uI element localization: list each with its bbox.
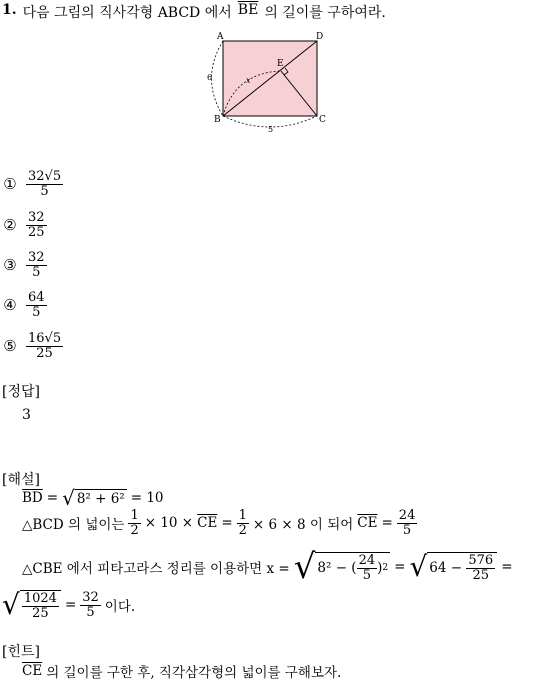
explanation-line-1 xyxy=(22,488,168,508)
label-c: C xyxy=(319,115,326,125)
question-line xyxy=(2,2,386,22)
hint-line xyxy=(22,661,345,681)
equals-sign: = xyxy=(394,559,406,575)
explanation-line-4 xyxy=(2,590,139,620)
question-text: 다음 그림의 직사각형 ABCD 에서 xyxy=(22,5,232,21)
hint-text: 의 길이를 구한 후, 직각삼각형의 넓이를 구해보자. xyxy=(46,665,342,681)
equals-sign: = xyxy=(221,515,233,532)
text-tail: 이다. xyxy=(104,599,136,616)
answer-label: [정답] xyxy=(2,384,40,400)
option-marker: ③ xyxy=(3,256,17,275)
option-4[interactable] xyxy=(2,291,47,319)
segment-ce-text: $\overline{CE}$ xyxy=(197,515,218,532)
segment-ce-hint: $\overline{CE}$ xyxy=(22,663,43,679)
label-six: 6 xyxy=(207,73,213,82)
text-product: × 6 × 8 이 되어 xyxy=(252,517,354,534)
label-b: B xyxy=(214,115,221,125)
explanation-line-3 xyxy=(22,547,517,587)
equals-sign: = xyxy=(501,559,513,575)
question-number: 1. xyxy=(2,2,17,18)
equals-sign: = xyxy=(64,597,77,614)
label-e: E xyxy=(277,59,284,69)
label-d: D xyxy=(316,32,324,42)
radical-sign: √ xyxy=(62,486,75,510)
bd-value: = 10 xyxy=(130,490,164,506)
radicand xyxy=(427,552,497,582)
fraction-result: $\frac{32}{5}$ xyxy=(82,590,99,620)
option-marker: ④ xyxy=(3,296,17,315)
segment-be: $\overline{BE}$ xyxy=(237,2,259,18)
radical-sign: √ xyxy=(2,588,20,622)
fraction-ce: $\frac{24}{5}$ xyxy=(398,508,416,538)
option-marker: ⑤ xyxy=(3,337,17,356)
text-area-bcd: △BCD 의 넓이는 xyxy=(22,517,125,534)
option-fraction: $\frac{32√5}{5}$ xyxy=(28,169,62,199)
text-pythagoras: △CBE 에서 피타고라스 정리를 이용하면 x = xyxy=(22,561,290,577)
sqrt-expression-4 xyxy=(2,590,61,620)
answer-value: 3 xyxy=(22,407,31,423)
option-3[interactable] xyxy=(2,251,47,279)
option-1[interactable] xyxy=(2,170,63,198)
option-fraction: $\frac{64}{5}$ xyxy=(28,290,45,320)
radical-sign: √ xyxy=(409,550,428,583)
rectangle-figure xyxy=(195,28,345,138)
sqrt-expression-3 xyxy=(409,552,497,582)
radicand: 8² − ( $\frac{24}{5}$ ) 2 xyxy=(317,552,389,583)
label-x: x xyxy=(246,76,251,85)
fraction-576: $\frac{576}{25}$ xyxy=(468,552,494,583)
arc-left xyxy=(212,41,224,116)
option-fraction: $\frac{32}{5}$ xyxy=(28,250,45,280)
radical-sign: √ xyxy=(293,547,316,587)
fraction-ce-2: $\frac{24}{5}$ xyxy=(358,552,376,583)
hint-label: [힌트] xyxy=(2,644,40,660)
fraction-half: $\frac{1}{2}$ xyxy=(130,508,139,538)
radicand-part: 8² − xyxy=(317,560,348,576)
fraction-half-2: $\frac{1}{2}$ xyxy=(238,508,247,538)
option-marker: ② xyxy=(3,216,17,235)
option-2[interactable] xyxy=(2,211,47,239)
equals-sign: = xyxy=(46,490,59,506)
text-times: × 10 × xyxy=(144,515,194,532)
option-fraction: $\frac{16√5}{25}$ xyxy=(28,331,62,361)
question-text-after: 의 길이를 구하여라. xyxy=(264,5,386,21)
option-marker: ① xyxy=(3,175,17,194)
segment-ce-text-2: $\overline{CE}$ xyxy=(357,515,378,532)
radicand-part: 64 − xyxy=(429,560,463,576)
label-five: 5 xyxy=(268,125,274,134)
fraction-1024: $\frac{1024}{25}$ xyxy=(23,591,57,621)
sqrt-expression: √ 8² + 6² xyxy=(62,486,125,510)
label-a: A xyxy=(217,32,224,42)
sqrt-expression-2 xyxy=(293,547,390,587)
equals-sign: = xyxy=(381,515,393,532)
option-5[interactable] xyxy=(2,332,63,360)
option-fraction: $\frac{32}{25}$ xyxy=(28,210,45,240)
explanation-label: [해설] xyxy=(2,472,40,488)
radicand xyxy=(20,590,61,620)
segment-bd: $\overline{BD}$ xyxy=(22,490,43,506)
exponent: 2 xyxy=(382,563,389,573)
explanation-line-2 xyxy=(22,509,421,537)
